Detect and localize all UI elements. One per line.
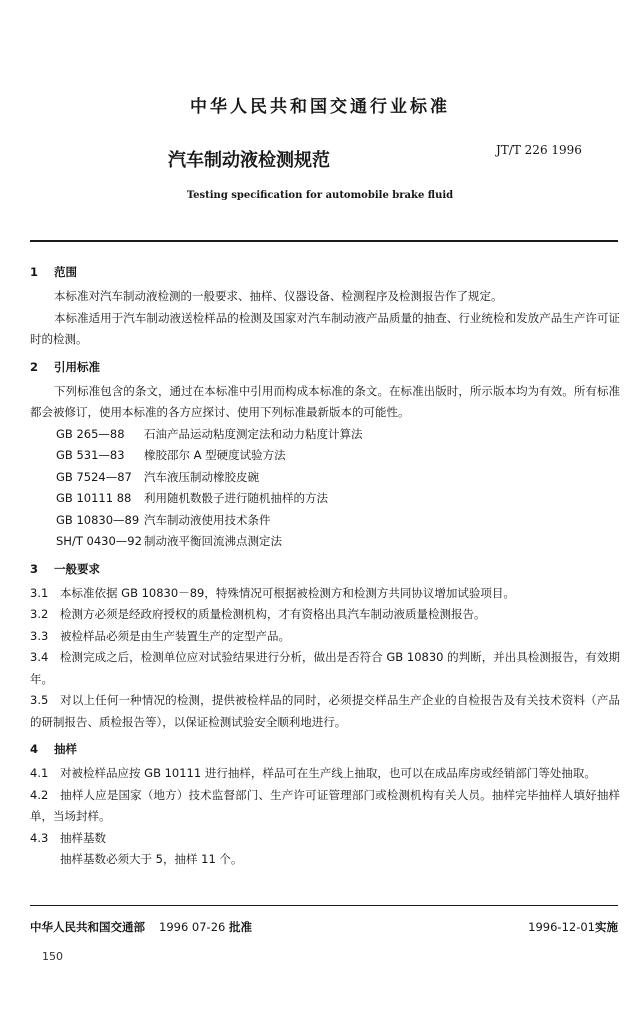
issuing-ministry: 中华人民共和国交通部 [30,920,145,934]
reference-item: GB 265—88 石油产品运动粘度测定法和动力粘度计算法 [56,426,363,441]
industry-standard-title: 中华人民共和国交通行业标准 [190,97,450,117]
header-divider [30,240,618,242]
implementation-date: 1996-12-01 [528,920,595,934]
clause: 3.2 检测方必须是经政府授权的质量检测机构，才有资格出具汽车制动液质量检测报告。 [30,607,486,621]
approval-label: 批准 [229,920,252,934]
section-heading-general-requirements: 3 一般要求 [30,561,100,576]
reference-item: GB 10111 88 利用随机数骰子进行随机抽样的方法 [56,491,328,505]
paragraph: 下列标准包含的条文，通过在本标准中引用而构成本标准的条文。在标准出版时，所示版本均为有效。所有标准都会被修订，使用本标准的各方应探讨、使用下列标准最新版本的可能性。 [30,383,620,419]
clause: 3.3 被检样品必须是由生产装置生产的定型产品。 [30,628,290,643]
clause: 4.1 对被检样品应按 GB 10111 进行抽样，样品可在生产线上抽取，也可以在成品库房或经销部门等处抽取。 [30,766,596,780]
document-body [30,256,620,871]
clause: 3.1 本标准依据 GB 10830－89，特殊情况可根据被检测方和检测方共同协议增加试验项目。 [30,585,515,600]
clause: 4.3 抽样基数 [30,830,106,845]
approval-date: 1996 07-26 [159,920,226,934]
paragraph: 本标准适用于汽车制动液送检样品的检测及国家对汽车制动液产品质量的抽查、行业统检和发放产品生产许可证时的检测。 [30,310,620,346]
page-number: 150 [42,950,63,963]
clause: 3.5 对以上任何一种情况的检测，提供被检样品的同时，必须提交样品生产企业的自检报告及有关技术资料（产品的研制报告、质检报告等），以保证检测试验安全顺利地进行。 [30,693,620,729]
footer-divider [30,905,618,906]
clause: 3.4 检测完成之后，检测单位应对试验结果进行分析，做出是否符合 GB 10830 的判断，并出具检测报告，有效期 年。 [30,650,620,686]
implementation-line [528,919,618,935]
reference-item: GB 10830—89 汽车制动液使用技术条件 [56,512,271,527]
reference-item: GB 7524—87 汽车液压制动橡胶皮碗 [56,469,259,484]
paragraph: 抽样基数必须大于 5，抽样 11 个。 [60,852,243,866]
document-title-cn: 汽车制动液检测规范 [168,150,330,171]
document-title-en: Testing specification for automobile brake fluid [186,190,454,201]
paragraph: 本标准对汽车制动液检测的一般要求、抽样、仪器设备、检测程序及检测报告作了规定。 [54,289,503,303]
clause: 4.2 抽样人应是国家（地方）技术监督部门、生产许可证管理部门或检测机构有关人员。抽样完毕抽样人填好抽样单，当场封样。 [30,787,620,823]
reference-item: SH/T 0430—92 制动液平衡回流沸点测定法 [56,534,282,548]
reference-item: GB 531—83 橡胶邵尔 A 型硬度试验方法 [56,448,286,462]
implementation-label: 实施 [595,920,618,934]
section-heading-references: 2 引用标准 [30,359,100,374]
section-heading-sampling: 4 抽样 [30,742,77,756]
standard-code: JT/T 226 1996 [496,143,582,157]
section-heading-scope: 1 范围 [30,265,77,279]
approval-line [30,919,252,935]
